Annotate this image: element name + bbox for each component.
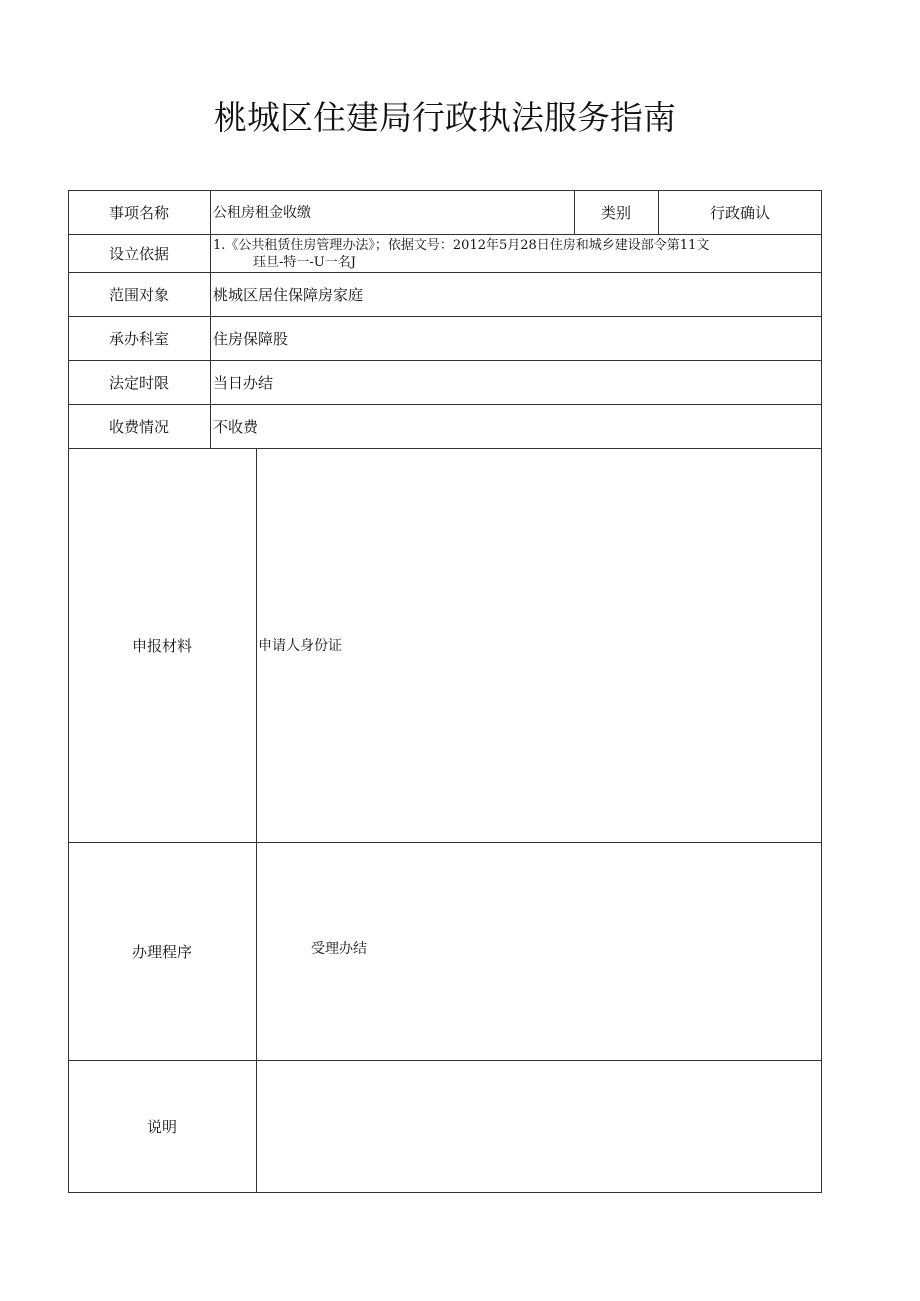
department-label: 承办科室 [108,329,169,348]
item-name-value: 公租房租金收缴 [213,205,311,221]
basis-line-1: 1.《公共租赁住房管理办法》；依据文号：2012年5月28日住房和城乡建设部令第11文 [213,238,710,253]
procedure-value: 受理办结 [311,941,367,957]
time-limit-label: 法定时限 [108,373,169,392]
item-name-label: 事项名称 [108,203,169,222]
scope-label: 范围对象 [108,285,169,304]
category-value: 行政确认 [709,203,770,222]
basis-line-2: 珏旦-特一-U一名J [253,255,356,270]
notes-label: 说明 [146,1118,177,1136]
page-title: 桃城区住建局行政执法服务指南 [214,98,676,137]
basis-label: 设立依据 [108,244,169,263]
materials-label: 申报材料 [131,636,192,655]
procedure-label: 办理程序 [131,942,192,961]
notes-value [256,1060,822,1193]
fee-label: 收费情况 [108,417,169,436]
department-value: 住房保障股 [213,329,289,348]
time-limit-value: 当日办结 [213,373,274,392]
service-guide-table [68,190,822,1193]
fee-value: 不收费 [213,417,259,436]
materials-value: 申请人身份证 [258,638,342,654]
basis-value [210,234,822,272]
category-label: 类别 [600,203,631,222]
scope-value: 桃城区居住保障房家庭 [213,285,364,304]
